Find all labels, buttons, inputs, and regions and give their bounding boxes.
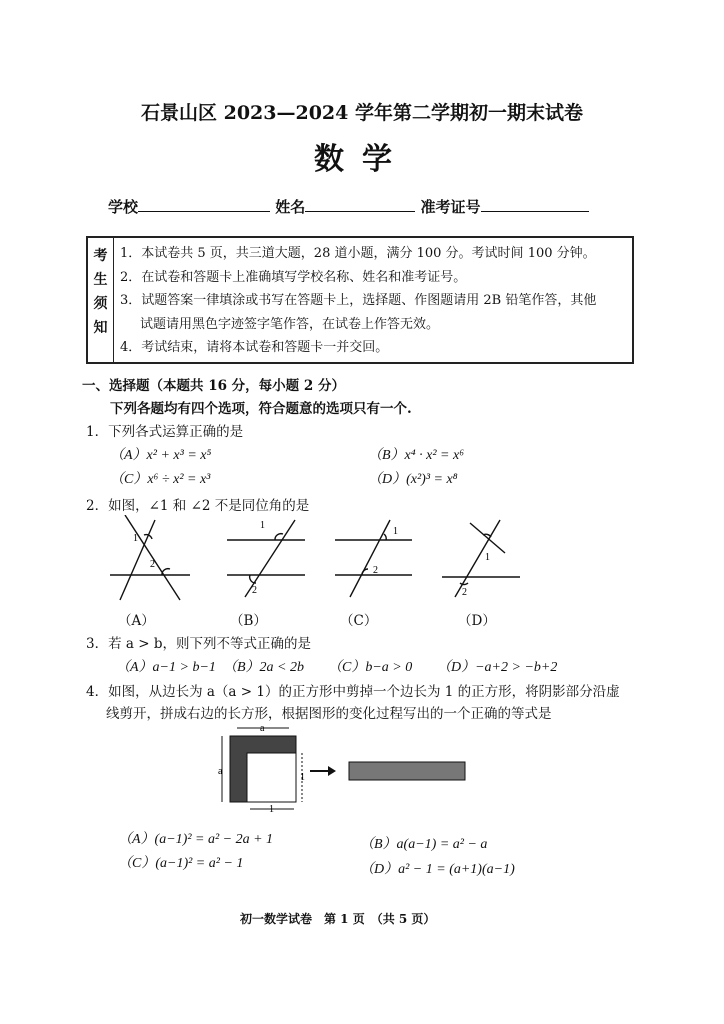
side-char: 考 <box>93 248 108 264</box>
q3-option-a[interactable]: （A）a−1 > b−1 <box>116 660 216 675</box>
name-blank[interactable] <box>305 197 415 212</box>
notice-item: 1．本试卷共 5 页，共三道大题，28 道小题，满分 100 分。考试时间 100 分钟。 <box>120 246 596 261</box>
q2-option-b[interactable]: （B） <box>230 613 267 629</box>
q4-option-b[interactable]: （B）a(a−1) = a² − a <box>360 837 488 852</box>
q1-option-c[interactable]: （C）x⁶ ÷ x² = x³ <box>110 472 211 487</box>
q2-option-a[interactable]: （A） <box>118 613 155 629</box>
student-info-fields <box>108 196 589 217</box>
question-2-stem: 2．如图，∠1 和 ∠2 不是同位角的是 <box>86 498 310 514</box>
question-4-stem-cont: 线剪开，拼成右边的长方形，根据图形的变化过程写出的一个正确的等式是 <box>106 706 552 722</box>
q2-option-c[interactable]: （C） <box>340 613 378 629</box>
angle-label: 2 <box>150 559 155 570</box>
side-char: 生 <box>93 272 108 288</box>
question-3-stem: 3．若 a > b，则下列不等式正确的是 <box>86 636 311 652</box>
q1-option-b[interactable]: （B）x⁴ · x² = x⁶ <box>368 448 465 463</box>
q4-option-c[interactable]: （C）(a−1)² = a² − 1 <box>118 856 244 871</box>
exam-id-label: 准考证号 <box>420 198 481 216</box>
exam-id-blank[interactable] <box>481 197 589 212</box>
q4-option-a[interactable]: （A）(a−1)² = a² − 2a + 1 <box>118 832 274 847</box>
q2-figures <box>100 515 530 607</box>
name-label: 姓名 <box>275 198 306 216</box>
notice-items <box>120 242 596 360</box>
q3-option-b[interactable]: （B）2a < 2b <box>223 660 304 675</box>
angle-label: 1 <box>393 526 398 537</box>
q4-option-d[interactable]: （D）a² − 1 = (a+1)(a−1) <box>360 862 515 877</box>
cut-label: 1 <box>300 772 305 783</box>
question-4-stem: 4．如图，从边长为 a（a > 1）的正方形中剪掉一个边长为 1 的正方形，将阴影部分沿虚 <box>86 684 620 700</box>
notice-item: 2．在试卷和答题卡上准确填写学校名称、姓名和准考证号。 <box>120 269 467 285</box>
exam-title: 石景山区 2023—2024 学年第二学期初一期末试卷 <box>141 102 583 124</box>
notice-item: 4．考试结束，请将本试卷和答题卡一并交回。 <box>120 340 389 355</box>
notice-side-label <box>88 238 114 362</box>
page-footer: 初一数学试卷 第 1 页 （共 5 页） <box>240 912 436 926</box>
arrow-icon <box>310 766 336 776</box>
notice-item: 3．试题答案一律填涂或书写在答题卡上，选择题、作图题请用 2B 铅笔作答，其他 <box>120 293 597 308</box>
q1-option-d[interactable]: （D）(x²)³ = x⁸ <box>368 472 458 487</box>
angle-label: 1 <box>133 533 138 544</box>
angle-label: 1 <box>485 552 490 563</box>
angle-label: 2 <box>252 585 257 596</box>
angle-label: 2 <box>373 565 378 576</box>
section-heading: 一、选择题（本题共 16 分，每小题 2 分） <box>82 378 345 394</box>
rectangle-shape <box>349 762 465 780</box>
q3-option-d[interactable]: （D）−a+2 > −b+2 <box>437 660 558 675</box>
q4-figure <box>210 722 480 812</box>
section-instruction: 下列各题均有四个选项，符合题意的选项只有一个. <box>110 401 412 417</box>
exam-notice-box <box>86 236 634 364</box>
cut-label: 1 <box>269 804 274 812</box>
question-1-stem: 1．下列各式运算正确的是 <box>86 424 244 440</box>
q1-option-a[interactable]: （A）x² + x³ = x⁵ <box>110 448 212 463</box>
angle-label: 2 <box>462 587 467 598</box>
q2-option-d[interactable]: （D） <box>458 613 496 629</box>
side-label-a: a <box>218 766 223 777</box>
side-label-a: a <box>260 723 265 734</box>
side-char: 须 <box>93 296 108 312</box>
side-char: 知 <box>93 320 108 336</box>
subject-title: 数学 <box>314 142 410 177</box>
angle-label: 1 <box>260 520 265 531</box>
school-label: 学校 <box>108 198 139 216</box>
q3-option-c[interactable]: （C）b−a > 0 <box>328 660 413 675</box>
notice-item: 试题请用黑色字迹签字笔作答，在试卷上作答无效。 <box>140 316 440 332</box>
school-blank[interactable] <box>138 197 270 212</box>
